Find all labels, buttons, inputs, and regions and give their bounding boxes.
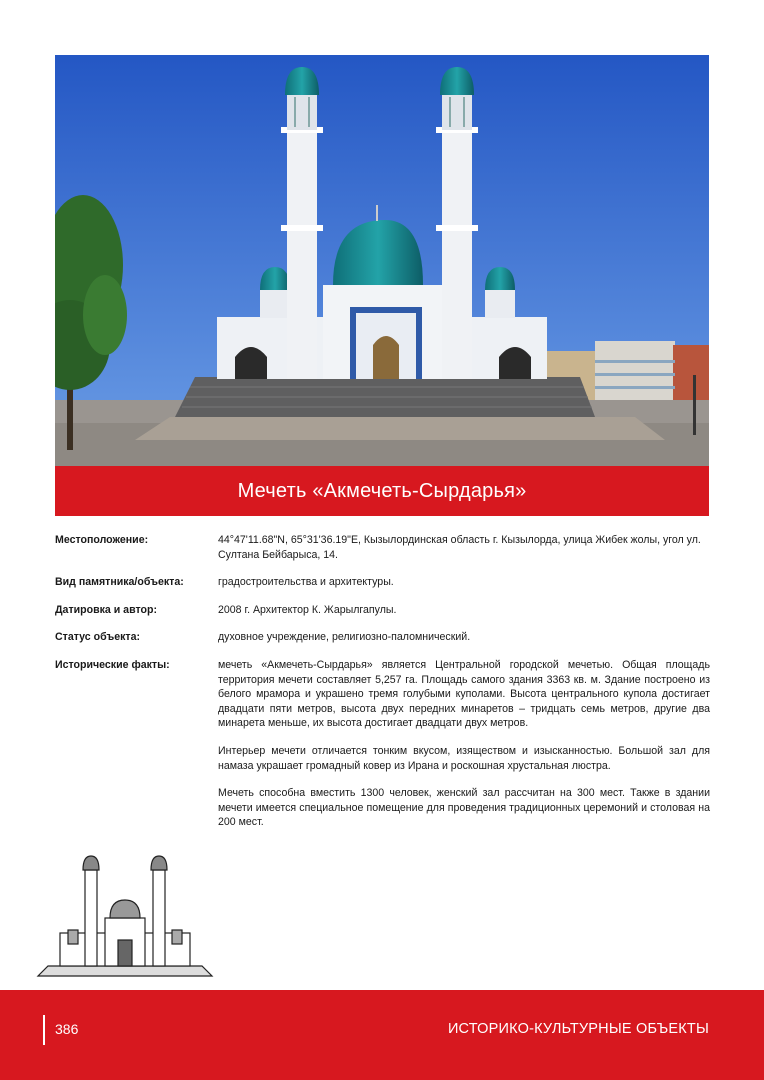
info-table (55, 533, 710, 843)
mosque-photo (55, 55, 709, 466)
location-row (55, 533, 710, 562)
monument-type-row (55, 575, 710, 590)
location-value: 44°47'11.68"N, 65°31'36.19"E, Кызылординская область г. Кызылорда, улица Жибек жолы, угол ул. Султана Бейбарыса, 14. (218, 534, 701, 561)
status-label: Статус объекта: (55, 631, 141, 644)
dating-label: Датировка и автор: (55, 603, 157, 616)
history-paragraph: Интерьер мечети отличается тонким вкусом, изяществом и изысканностью. Большой зал для намаза украшает громадный ковер из Ирана и роскошная хрустальная люстра. (218, 744, 710, 772)
dating-row (55, 603, 710, 618)
footer-divider (43, 1015, 45, 1045)
monument-type-value: градостроительства и архитектуры. (218, 576, 394, 589)
history-row (55, 658, 710, 830)
section-title: ИСТОРИКО-КУЛЬТУРНЫЕ ОБЪЕКТЫ (447, 1021, 709, 1037)
history-value (218, 658, 710, 830)
dating-value: 2008 г. Архитектор К. Жарылгапулы. (218, 603, 397, 616)
page-number: 386 (55, 1021, 79, 1037)
status-row (55, 630, 710, 645)
location-label: Местоположение: (55, 534, 149, 546)
history-paragraph: Мечеть способна вместить 1300 человек, женский зал рассчитан на 300 мест. Также в здании мечети имеется специальное помещение для проведения традиционных церемоний и столовая на 200 мест. (218, 787, 710, 829)
page-title: Мечеть «Акмечеть-Сырдарья» (55, 466, 709, 516)
page-footer (0, 990, 764, 1080)
monument-type-label: Вид памятника/объекта: (55, 576, 184, 589)
status-value: духовное учреждение, религиозно-паломнический. (218, 631, 471, 644)
history-paragraph: мечеть «Акмечеть-Сырдарья» является Центральной городской мечетью. Общая площадь территория мечети составляет 5,257 га. Площадь самого здания 3363 кв. м. Здание построено из белого мрамора и украшено тремя голубыми куполами. Высота центрального купола достигает двадцати пяти метров, высота двух передних минаретов – тридцать семь метров, другие два минарета меньше, их высота достигает двадцати двух метров. (218, 658, 710, 730)
history-label: Исторические факты: (55, 658, 170, 671)
mosque-sketch (30, 848, 220, 980)
